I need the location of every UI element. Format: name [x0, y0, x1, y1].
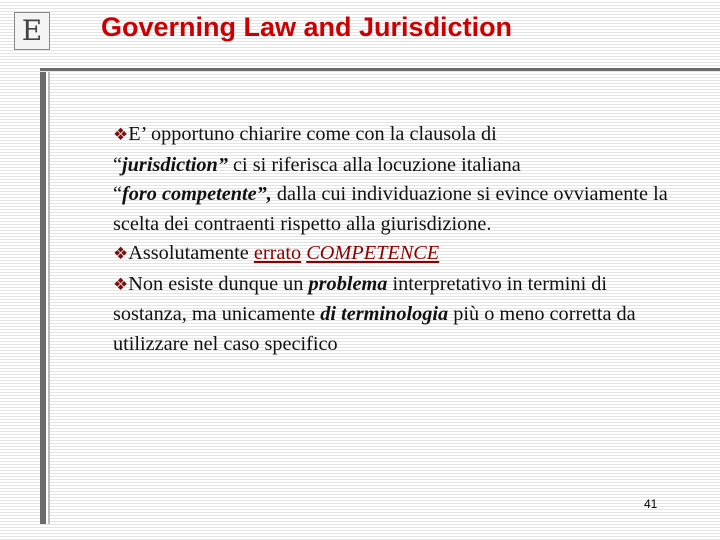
slide-body	[113, 120, 683, 359]
word-competence: COMPETENCE	[306, 242, 440, 264]
term-foro-competente: foro competente”,	[122, 183, 272, 205]
title-divider	[40, 68, 720, 71]
bullet-paragraph-2	[113, 239, 683, 270]
bullet-1-text-c: dalla cui individuazione si evince ovviamente la scelta dei contraenti rispetto alla giurisdizione.	[113, 183, 668, 235]
bullet-1-text-b: ci si riferisca alla locuzione italiana	[227, 153, 521, 176]
diamond-bullet-icon: ❖	[113, 244, 129, 264]
logo-letter: E	[21, 14, 43, 47]
bullet-paragraph-1	[113, 120, 683, 239]
bullet-3-text-c: più o meno corretta da utilizzare nel caso specifico	[113, 303, 636, 355]
bullet-2-text-a: Assolutamente	[128, 242, 254, 264]
bullet-3-text-b: interpretativo in termini di sostanza, ma unicamente	[113, 272, 608, 325]
bullet-3-text-a: Non esiste dunque un	[128, 272, 309, 295]
bullet-1-text-a: E’ opportuno chiarire come con la clausola di	[128, 123, 497, 145]
diamond-bullet-icon: ❖	[113, 274, 129, 295]
slide-title: Governing Law and Jurisdiction	[101, 12, 513, 42]
bullet-1-quote-open: “	[113, 153, 123, 176]
left-accent-bar	[40, 72, 48, 524]
term-jurisdiction: jurisdiction”	[122, 153, 228, 176]
word-errato: errato	[253, 242, 302, 264]
bullet-paragraph-3	[113, 270, 683, 360]
diamond-bullet-icon: ❖	[113, 125, 129, 145]
page-number: 41	[644, 497, 658, 511]
term-problema: problema	[308, 272, 388, 295]
bullet-1-quote-open-2: “	[113, 183, 123, 205]
logo-icon	[14, 12, 50, 50]
term-di-terminologia: di terminologia	[320, 303, 449, 325]
